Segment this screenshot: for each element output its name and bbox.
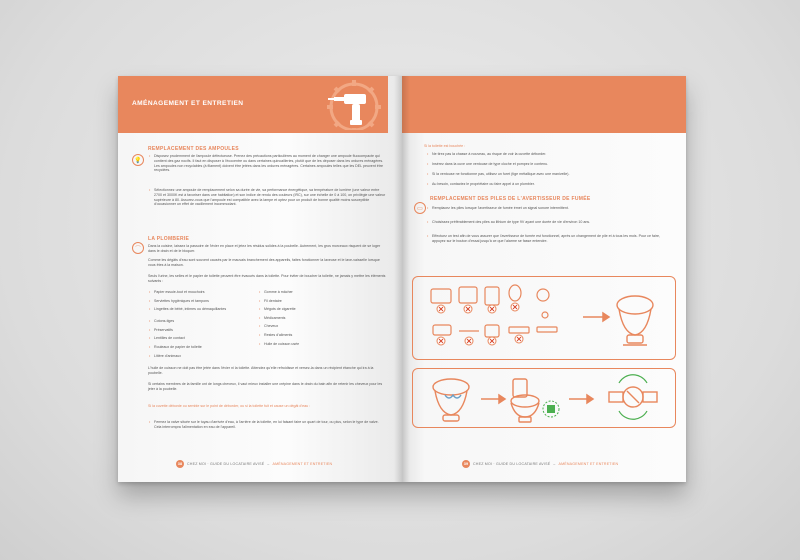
list-item: • Lingettes de bébé, intimes ou démaquillantes <box>154 307 254 312</box>
list-item: • Huile de cuisson usée <box>264 342 364 347</box>
footer-right: 39 CHEZ MOI · GUIDE DU LOCATAIRE AVISÉ – AMÉNAGEMENT ET ENTRETIEN <box>463 462 619 466</box>
footer-text: CHEZ MOI · GUIDE DU LOCATAIRE AVISÉ <box>187 462 265 466</box>
page-title: AMÉNAGEMENT ET ENTRETIEN <box>132 100 244 107</box>
section-title-ampoules: REMPLACEMENT DES AMPOULES <box>148 146 239 152</box>
list-item: • Gomme à mâcher <box>264 290 364 295</box>
note-bullet: • Fermez la valve située sur le tuyau d'arrivée d'eau, à l'arrière de la toilette, en lui faisant faire un quart de tour, ou plus, selon le type de valve. Cela interrompra l'alimentation en eau de l'appareil. <box>154 420 386 430</box>
piles-item: • Choisissez préférablement des piles au lithium de type 9V ayant une durée de vie d'environ 10 ans. <box>432 220 672 225</box>
forbidden-items-illustration <box>413 277 675 359</box>
drill-gear-icon <box>314 80 386 130</box>
left-page <box>118 76 402 482</box>
bouchee-item: • Si la ventouse ne fonctionne pas, utilisez un furet (tige métallique avec une manivelle). <box>432 172 672 177</box>
footer-accent: AMÉNAGEMENT ET ENTRETIEN <box>272 462 333 466</box>
ampoules-paragraph-2: • Sélectionnez une ampoule de remplacement selon sa durée de vie, sa performance énergétique, sa température de lumière (une valeur entre 2700 et 3000K est à favoriser dans une habitation) et son indice de rendu des couleurs (IRC), sur une échelle de 0 à 100, on privilégie une valeur supérieure à 80. Assurez-vous que l'ampoule est compatible avec la lampe et optez pour un produit de bonne qualité moins susceptible d'occasionner un effet de vacillement incommodant. <box>154 188 386 207</box>
section-title-piles: REMPLACEMENT DES PILES DE L'AVERTISSEUR DE FUMÉE <box>430 196 591 202</box>
list-item: • Lentilles de contact <box>154 336 254 341</box>
plomberie-paragraph-3: Seuls l'urine, les selles et le papier de toilette peuvent être évacués dans la toilette. Pour éviter de boucher la toilette, ne jamais y mettre les éléments suivants : <box>148 274 386 283</box>
footer-accent: AMÉNAGEMENT ET ENTRETIEN <box>558 462 619 466</box>
ampoules-paragraph-1: • Disposez prudemment de l'ampoule défectueuse. Prenez des précautions particulières au moment de changer une ampoule fluocompacte qui contient des gaz nocifs. Il faut en disposer à l'écocentre ou dans certaines quincailleries, plutôt que de les déposer dans les ordures ménagères. Les ampoules non recyclables (à filament) doivent être jetées dans les ordures ménagères. Certaines ampoules telles que les DEL peuvent être recyclées. <box>154 154 386 173</box>
list-item: • Cotons-tiges <box>154 319 254 324</box>
bouchee-item: • Insérez dans la cuve une ventouse de type cloche et pompez le contenu. <box>432 162 672 167</box>
list-item: • Restes d'aliments <box>264 333 364 338</box>
list-item: • Préservatifs <box>154 328 254 333</box>
list-item: • Papier essuie-tout et mouchoirs <box>154 290 254 295</box>
list-item: • Litière d'animaux <box>154 354 254 359</box>
valve-illustration <box>413 369 675 427</box>
list-item: • Mégots de cigarette <box>264 307 364 312</box>
list-item: • Rouleaux de papier de toilette <box>154 345 254 350</box>
booklet-spread <box>118 76 686 482</box>
page-number: 39 <box>463 462 469 466</box>
plomberie-paragraph-4: L'huile de cuisson ne doit pas être jetée dans l'évier ni la toilette. Attendez qu'elle refroidisse et versez-la dans un récipient étanche qui ira à la poubelle. <box>148 366 374 375</box>
page-number: 38 <box>177 462 183 466</box>
items-list-col2 <box>264 290 364 360</box>
smoke-detector-icon: ▭ <box>414 202 426 214</box>
plomberie-paragraph-5: Si certains membres de la famille ont de longs cheveux, il vaut mieux installer une crépine dans le drain du bain afin de retenir les cheveux pour les jeter à la poubelle. <box>148 382 383 391</box>
right-page <box>402 76 686 482</box>
note-title: Si la cuvette déborde ou semble sur le point de déborder, ou si la toilette fuit et cause un dégât d'eau : <box>148 404 311 408</box>
footer-text: CHEZ MOI · GUIDE DU LOCATAIRE AVISÉ <box>473 462 551 466</box>
faucet-icon: ⌒ <box>132 242 144 254</box>
plomberie-paragraph-2: Comme les dégâts d'eau sont souvent causés par le mauvais branchement des appareils, faites fonctionner la laveuse et le lave-vaisselle lorsque vous êtes à la maison. <box>148 258 380 267</box>
items-list-col1 <box>154 290 254 360</box>
list-item: • Serviettes hygiéniques et tampons <box>154 299 254 304</box>
spine-shadow <box>394 76 410 482</box>
plomberie-paragraph-1: Dans la cuisine, laissez la passoire de l'évier en place et jetez les résidus solides à la poubelle. Autrement, les gros morceaux risquent de se loger dans le drain et de le bloquer. <box>148 244 381 253</box>
section-title-plomberie: LA PLOMBERIE <box>148 236 190 242</box>
header-band-right <box>402 76 686 133</box>
piles-item: • Effectuez un test afin de vous assurer que l'avertisseur de fumée est fonctionnel, après un changement de pile et à tous les mois. Pour ce faire, appuyez sur le bouton d'essai jusqu'à ce que l'alarme se fasse entendre. <box>432 234 672 244</box>
bouchee-item: • Au besoin, contactez le propriétaire ou faire appel à un plombier. <box>432 182 672 187</box>
bouchee-title: Si la toilette est bouchée : <box>424 144 466 148</box>
lightbulb-icon: 💡 <box>132 154 144 166</box>
header-band <box>118 76 388 133</box>
list-item: • Fil dentaire <box>264 299 364 304</box>
bouchee-item: • Ne tirez pas la chasse à nouveau, au risque de voir la cuvette déborder. <box>432 152 672 157</box>
list-item: • Médicaments <box>264 316 364 321</box>
illustration-box-forbidden-items <box>412 276 676 360</box>
illustration-box-water-valve <box>412 368 676 428</box>
footer-left: 38 CHEZ MOI · GUIDE DU LOCATAIRE AVISÉ – AMÉNAGEMENT ET ENTRETIEN <box>177 462 333 466</box>
list-item: • Cheveux <box>264 324 364 329</box>
piles-item: • Remplacez les piles lorsque l'avertisseur de fumée émet un signal sonore intermittent. <box>432 206 672 211</box>
